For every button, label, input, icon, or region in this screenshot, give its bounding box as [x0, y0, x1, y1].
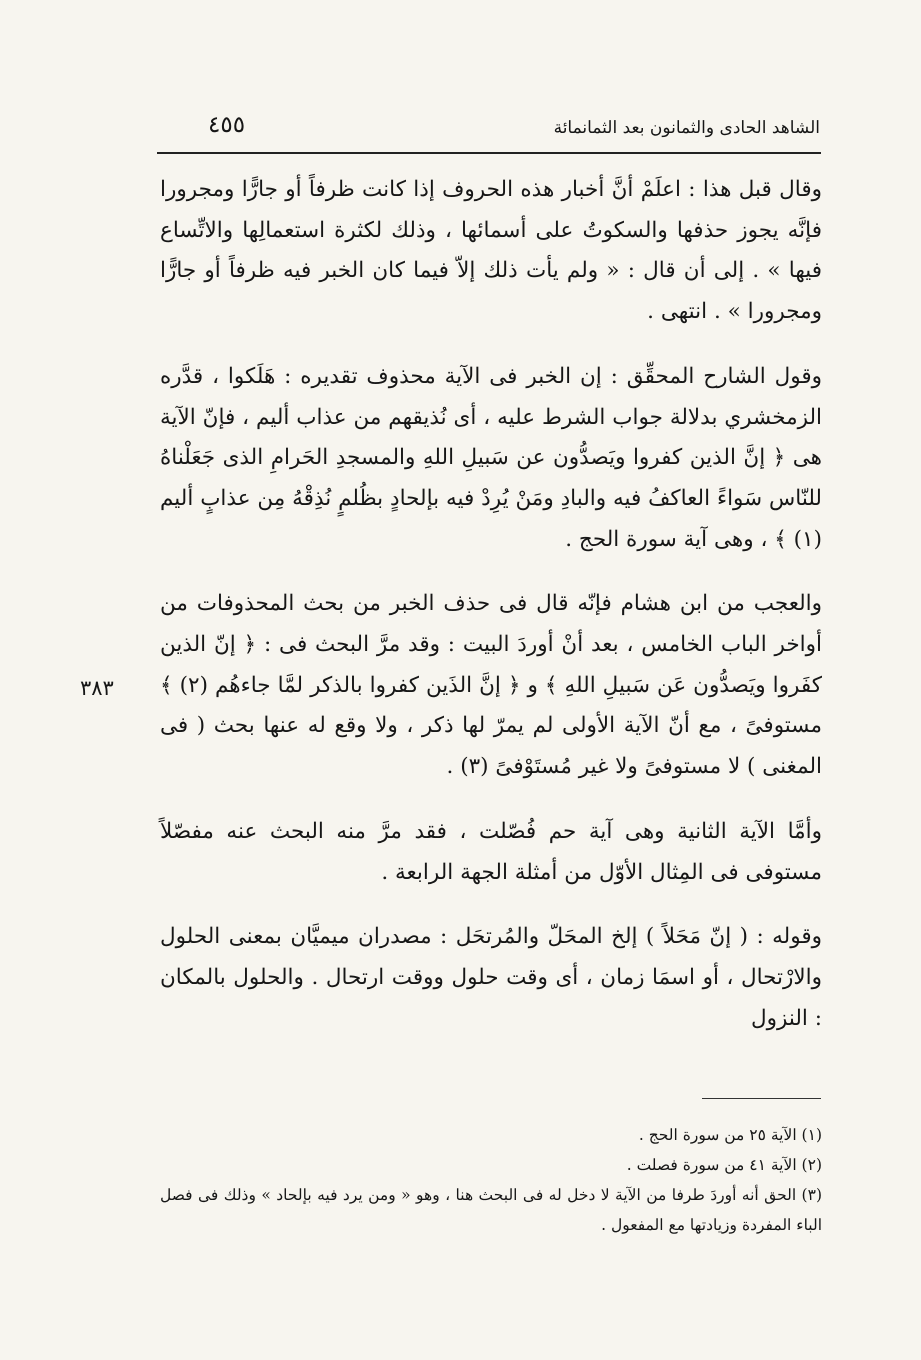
footnote-divider — [702, 1098, 821, 1099]
paragraph: وقوله : ( إنّ مَحَلاً ) إلخ المحَلّ والمُرتحَل : مصدران ميميَّان بمعنى الحلول والارْتحال ، أو اسمَا زمان ، أى وقت حلول ووقت ارتحال . والحلول بالمكان : النزول — [160, 924, 822, 1031]
footnote: (١) الآية ٢٥ من سورة الحج . — [638, 1126, 822, 1144]
paragraph: وأمَّا الآية الثانية وهى آية حم فُصّلت ، فقد مرَّ منه البحث عنه مفصّلاً مستوفى فى المِثال الأوّل من أمثلة الجهة الرابعة . — [160, 818, 822, 885]
footnotes — [160, 1120, 822, 1240]
page-number: ٤٥٥ — [208, 112, 246, 138]
paragraph: وقول الشارح المحقِّق : إن الخبر فى الآية محذوف تقديره : هَلَكوا ، قدَّره الزمخشري بدلالة جواب الشرط عليه ، أى نُذيقهم من عذاب أليم ، فإنّ الآية هى ﴿ إنَّ الذين كفروا ويَصدُّون عن سَبيلِ اللهِ والمسجدِ الحَرامِ الذى جَعَلْناهُ للنّاس سَواءً العاكفُ فيه والبادِ ومَنْ يُرِدْ فيه بإلحادٍ بظُلمٍ نُذِقْهُ مِن عذابٍ أليم (١) ﴾ ، وهى آية سورة الحج . — [160, 363, 822, 552]
main-text — [160, 170, 822, 1039]
paragraph: وقال قبل هذا : اعلَمْ أنَّ أخبار هذه الحروف إذا كانت ظرفاً أو جارًّا ومجرورا فإنَّه يجوز حذفها والسكوتُ على أسمائها ، وذلك لكثرة استعمالِها والاتِّساع فيها » . إلى أن قال : « ولم يأت ذلك إلاّ فيما كان الخبر فيه ظرفاً أو جارًّا ومجرورا » . انتهى . — [160, 177, 822, 325]
paragraph: والعجب من ابن هشام فإنّه قال فى حذف الخبر من بحث المحذوفات من أواخر الباب الخامس ، بعد أنْ أوردَ البيت : وقد مرَّ البحث فى : ﴿ إنّ الذين كفَروا ويَصدُّون عَن سَبيلِ اللهِ ﴾ و ﴿ إنَّ الذَين كفروا بالذكر لمَّا جاءهُم (٢) ﴾ مستوفىً ، مع أنّ الآية الأولى لم يمرّ لها ذكر ، ولا وقع له عنها بحث ( فى المغنى ) لا مستوفىً ولا غير مُستَوْفىً (٣) . — [160, 591, 822, 780]
footnote: (٢) الآية ٤١ من سورة فصلت . — [626, 1156, 822, 1174]
page-header — [160, 108, 820, 148]
running-title: الشاهد الحادى والثمانون بعد الثمانمائة — [553, 118, 820, 138]
header-divider — [157, 152, 821, 154]
footnote: (٣) الحق أنه أوردَ طرفا من الآية لا دخل له فى البحث هنا ، وهو « ومن يرد فيه بإلحاد » وذلك فى فصل الباء المفردة وزيادتها مع المفعول . — [160, 1186, 822, 1234]
margin-reference-number: ٣٨٣ — [80, 676, 114, 700]
